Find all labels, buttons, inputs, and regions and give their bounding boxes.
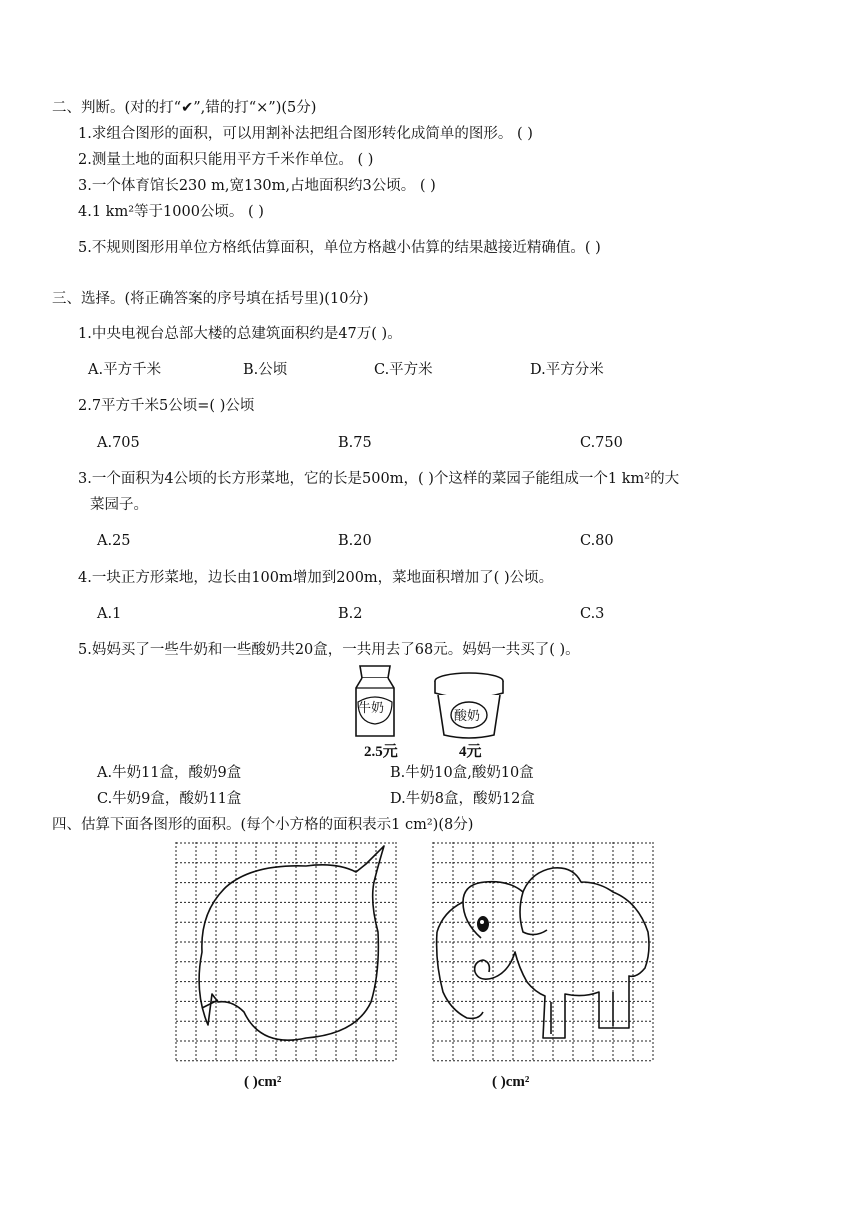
choice-q5: 5.妈妈买了一些牛奶和一些酸奶共20盒，一共用去了68元。妈妈一共买了( )。 bbox=[78, 642, 580, 658]
choice-q2: 2.7平方千米5公顷=( )公顷 bbox=[78, 398, 255, 414]
leaf-grid-figure bbox=[166, 842, 406, 1062]
q4-option-b: B.2 bbox=[338, 606, 363, 622]
yogurt-price: 4元 bbox=[459, 744, 482, 760]
q2-option-a: A.705 bbox=[97, 435, 140, 451]
judge-item-5: 5.不规则图形用单位方格纸估算面积，单位方格越小估算的结果越接近精确值。( ) bbox=[78, 240, 601, 256]
choice-q1: 1.中央电视台总部大楼的总建筑面积约是47万( )。 bbox=[78, 326, 402, 342]
judge-item-3: 3.一个体育馆长230 m,宽130m,占地面积约3公顷。 ( ) bbox=[78, 178, 436, 194]
yogurt-cup-icon bbox=[432, 671, 506, 741]
q4-option-c: C.3 bbox=[580, 606, 605, 622]
q1-option-c: C.平方米 bbox=[374, 362, 433, 378]
milk-price: 2.5元 bbox=[364, 744, 398, 760]
choice-q3-line1: 3.一个面积为4公顷的长方形菜地，它的长是500m，( )个这样的菜园子能组成一个1 km²的大 bbox=[78, 471, 680, 487]
q4-option-a: A.1 bbox=[97, 606, 122, 622]
judge-item-2: 2.测量土地的面积只能用平方千米作单位。 ( ) bbox=[78, 152, 374, 168]
judge-item-4: 4.1 km²等于1000公顷。 ( ) bbox=[78, 204, 264, 220]
leaf-area-answer: ( )cm² bbox=[244, 1074, 282, 1090]
q1-option-a: A.平方千米 bbox=[88, 362, 162, 378]
q2-option-b: B.75 bbox=[338, 435, 372, 451]
q2-option-c: C.750 bbox=[580, 435, 623, 451]
q3-option-c: C.80 bbox=[580, 533, 614, 549]
yogurt-label: 酸奶 bbox=[454, 709, 481, 724]
q5-option-c: C.牛奶9盒，酸奶11盒 bbox=[97, 791, 242, 807]
q3-option-b: B.20 bbox=[338, 533, 372, 549]
judge-item-1: 1.求组合图形的面积，可以用割补法把组合图形转化成简单的图形。 ( ) bbox=[78, 126, 533, 142]
milk-label: 牛奶 bbox=[358, 701, 385, 716]
section2-heading: 二、判断。(对的打“✔”,错的打“×”)(5分) bbox=[52, 100, 317, 116]
choice-q3-line2: 菜园子。 bbox=[90, 497, 148, 513]
q1-option-d: D.平方分米 bbox=[530, 362, 604, 378]
q3-option-a: A.25 bbox=[97, 533, 131, 549]
q5-option-b: B.牛奶10盒,酸奶10盒 bbox=[390, 765, 534, 781]
q5-option-a: A.牛奶11盒，酸奶9盒 bbox=[97, 765, 242, 781]
elephant-area-answer: ( )cm² bbox=[492, 1074, 530, 1090]
q1-option-b: B.公顷 bbox=[243, 362, 288, 378]
section4-heading: 四、估算下面各图形的面积。(每个小方格的面积表示1 cm²)(8分) bbox=[52, 817, 474, 833]
section3-heading: 三、选择。(将正确答案的序号填在括号里)(10分) bbox=[52, 291, 369, 307]
choice-q4: 4.一块正方形菜地，边长由100m增加到200m，菜地面积增加了( )公顷。 bbox=[78, 570, 554, 586]
q5-option-d: D.牛奶8盒，酸奶12盒 bbox=[390, 791, 535, 807]
elephant-grid-figure bbox=[423, 842, 663, 1062]
